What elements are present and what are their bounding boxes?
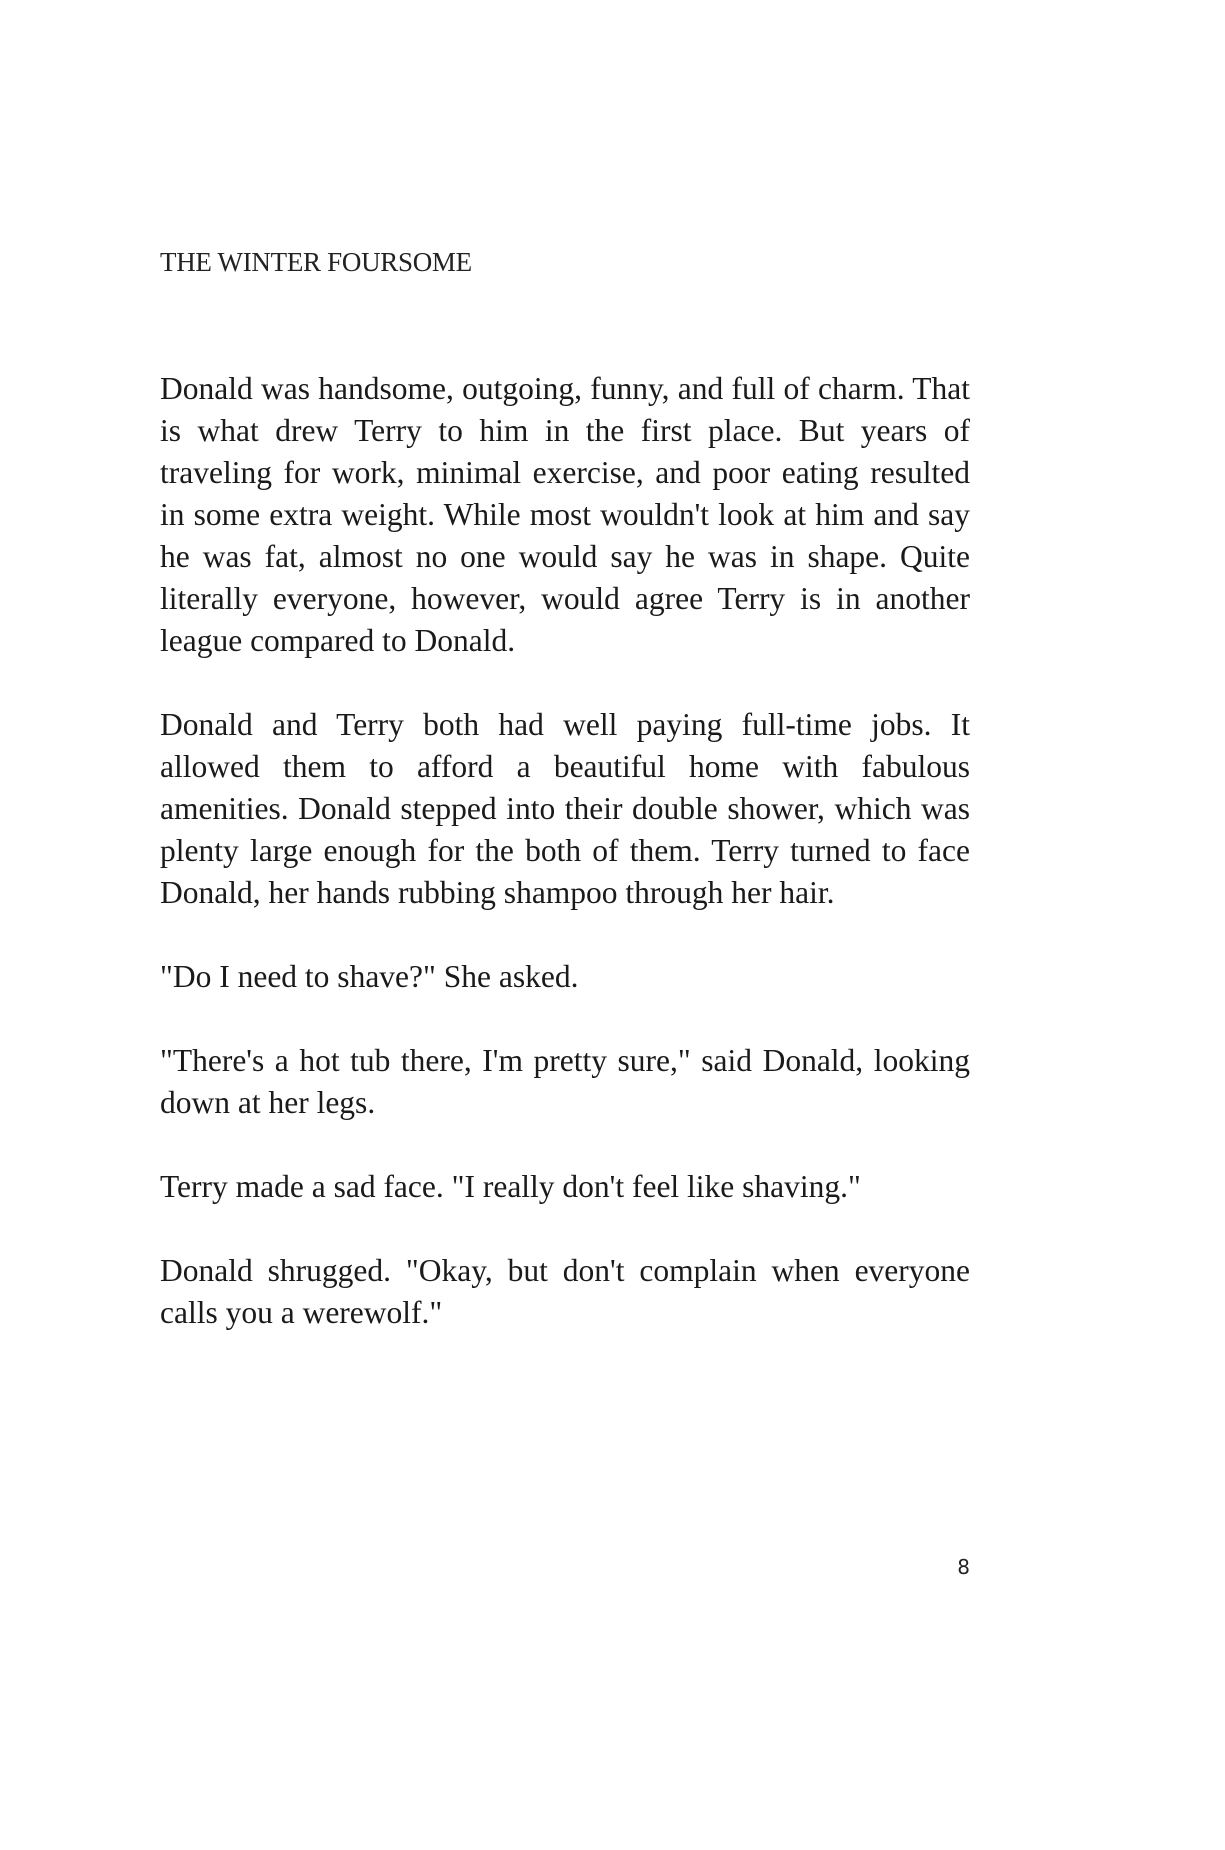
paragraph: Donald shrugged. "Okay, but don't complain when everyone calls you a werewolf." bbox=[160, 1253, 970, 1330]
body-text bbox=[160, 368, 970, 1334]
paragraph: Donald was handsome, outgoing, funny, and full of charm. That is what drew Terry to him in the first place. But years of traveling for work, minimal exercise, and poor eating resulted in some extra weight. While most wouldn't look at him and say he was fat, almost no one would say he was in shape. Quite literally everyone, however, would agree Terry is in another league compared to Donald. bbox=[160, 371, 970, 658]
running-header-title: THE WINTER FOURSOME bbox=[160, 247, 472, 277]
page-number: 8 bbox=[957, 1555, 970, 1579]
paragraph: "Do I need to shave?" She asked. bbox=[160, 959, 579, 994]
paragraph: Donald and Terry both had well paying full-time jobs. It allowed them to afford a beautiful home with fabulous amenities. Donald stepped into their double shower, which was plenty large enough for the both of them. Terry turned to face Donald, her hands rubbing shampoo through her hair. bbox=[160, 707, 970, 910]
paragraph: "There's a hot tub there, I'm pretty sure," said Donald, looking down at her legs. bbox=[160, 1043, 970, 1120]
paragraph: Terry made a sad face. "I really don't feel like shaving." bbox=[160, 1169, 861, 1204]
